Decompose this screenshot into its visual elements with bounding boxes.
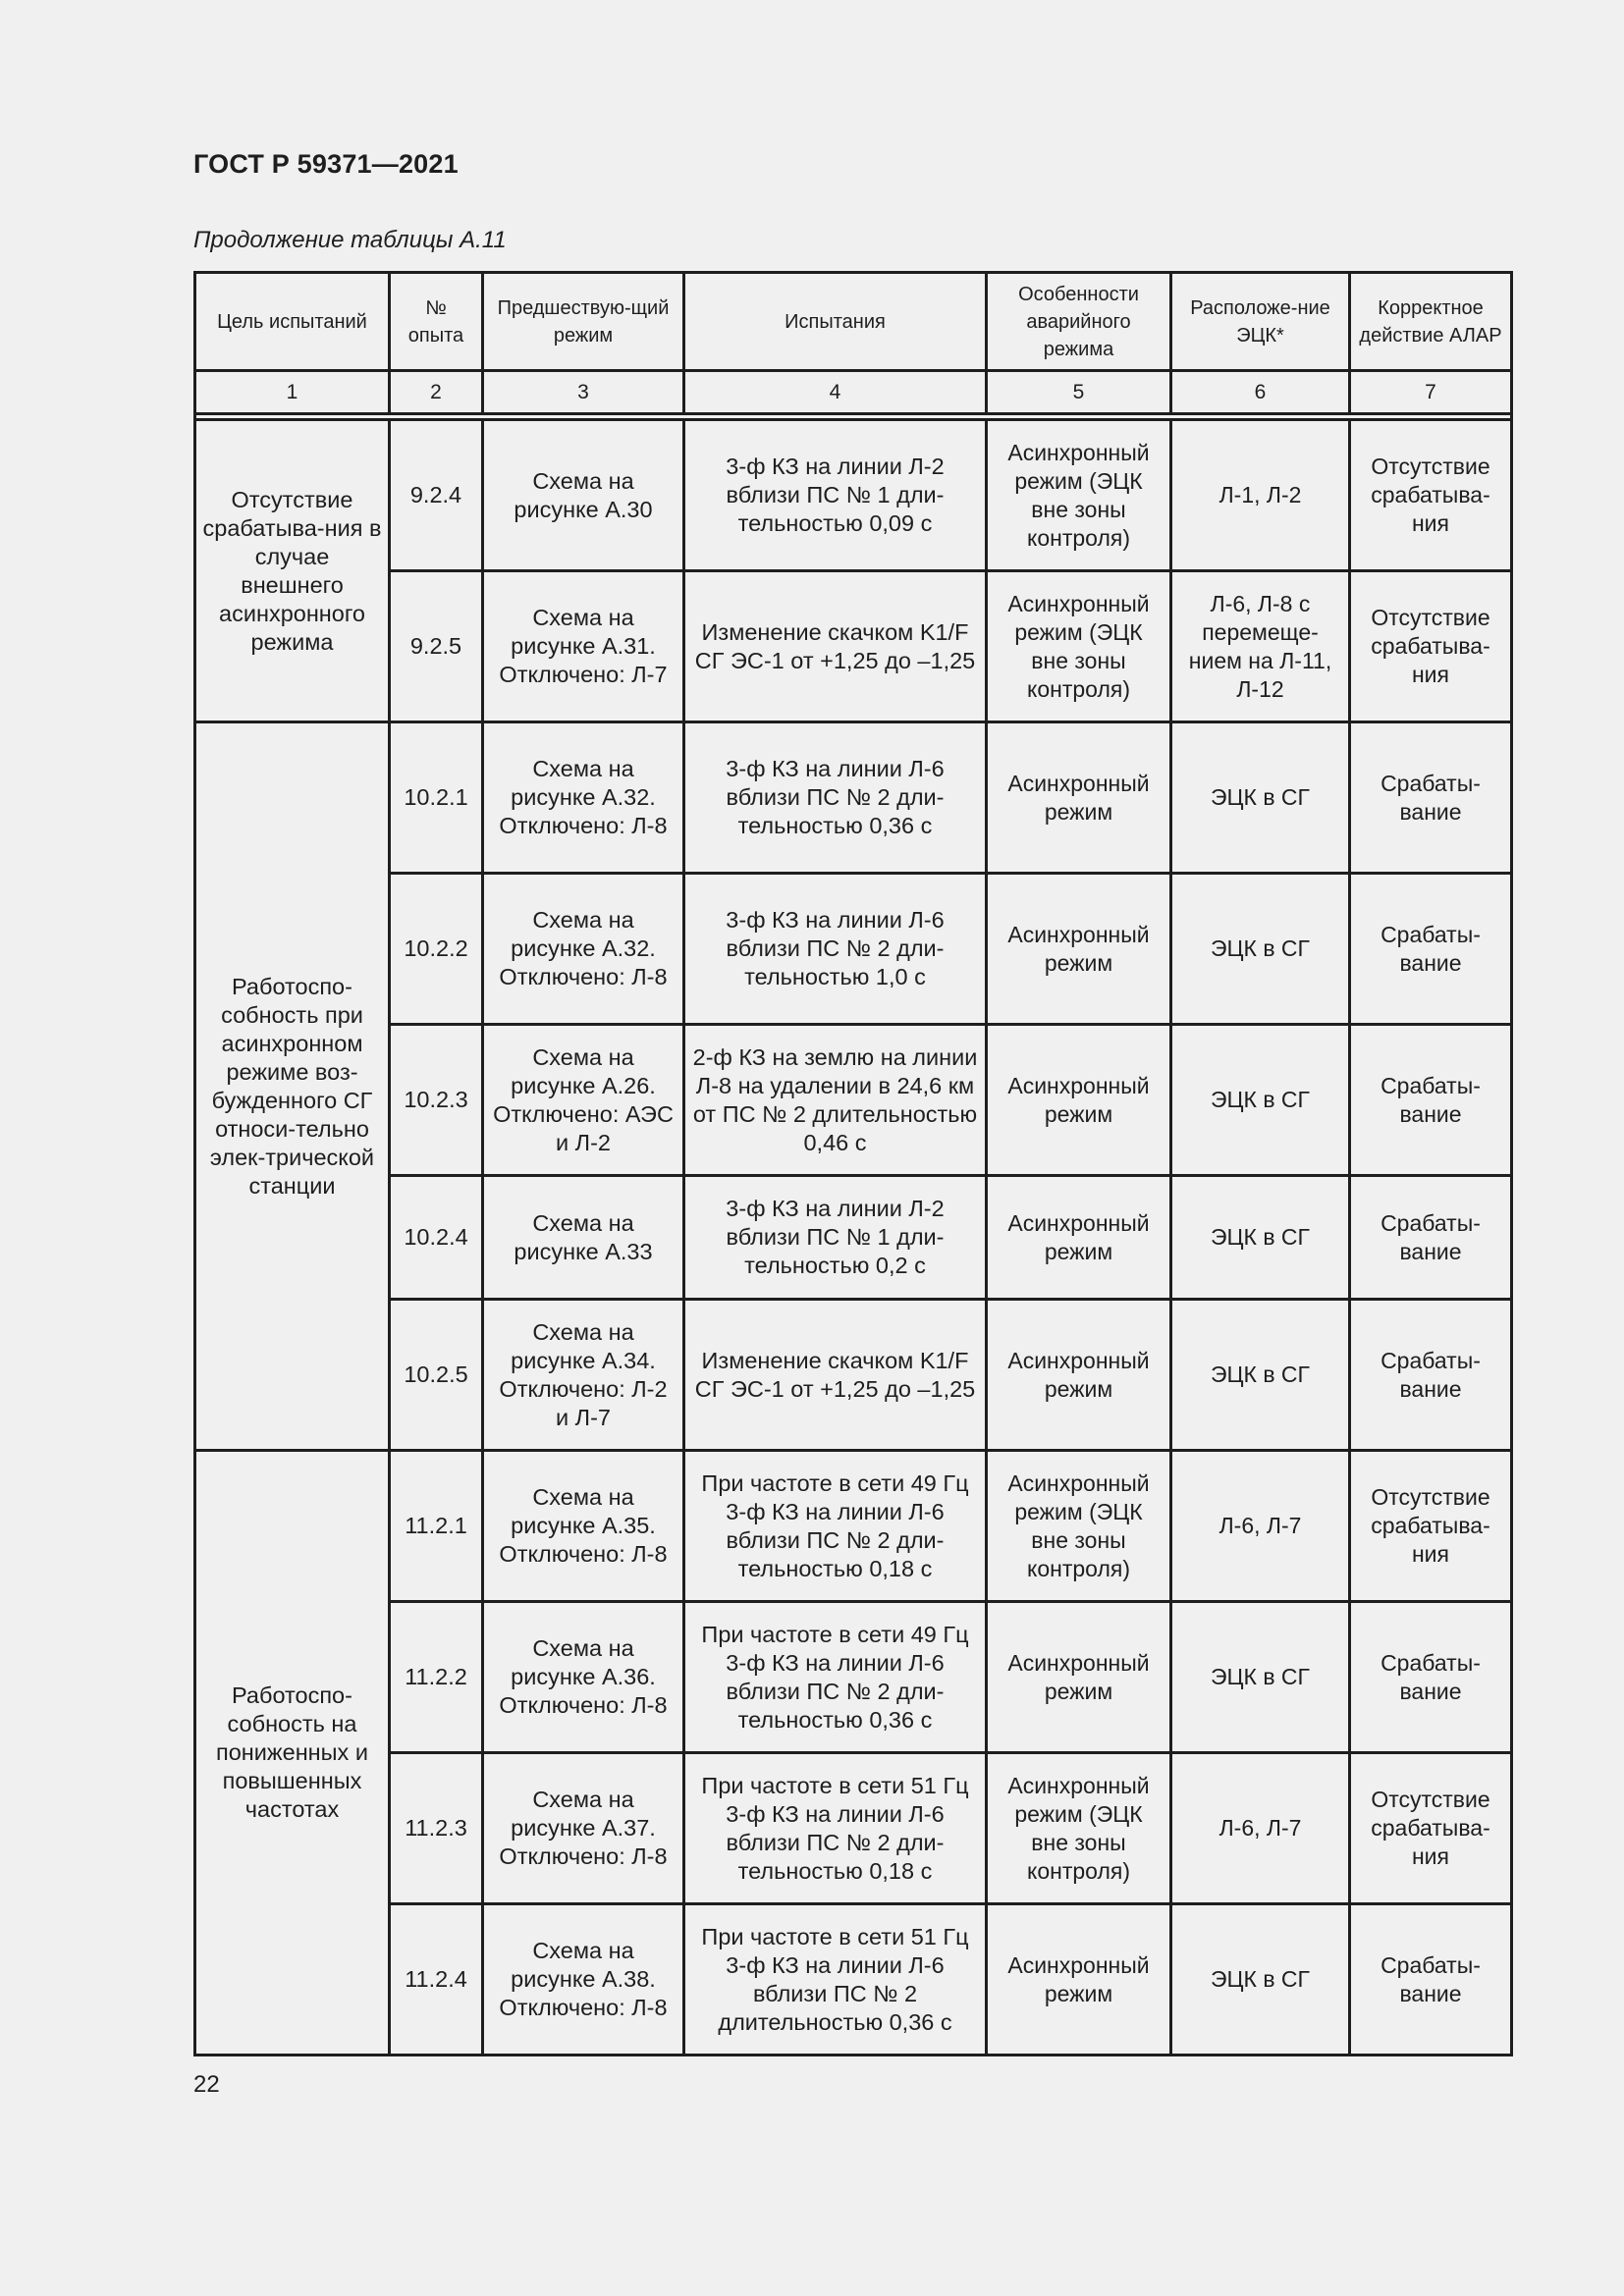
test-number: 9.2.4 [390, 420, 483, 571]
prior-mode: Схема на рисунке А.35. Отключено: Л-8 [483, 1451, 684, 1602]
ecc-location: ЭЦК в СГ [1171, 1025, 1350, 1176]
prior-mode: Схема на рисунке А.30 [483, 420, 684, 571]
ecc-location: ЭЦК в СГ [1171, 722, 1350, 874]
prior-mode: Схема на рисунке А.26. Отключено: АЭС и Л-2 [483, 1025, 684, 1176]
fault-features: Асинхронный режим (ЭЦК вне зоны контроля) [987, 1451, 1171, 1602]
fault-features: Асинхронный режим [987, 1602, 1171, 1753]
prior-mode: Схема на рисунке А.34. Отключено: Л-2 и Л-7 [483, 1300, 684, 1451]
table-row [195, 874, 1512, 1025]
ecc-location: Л-6, Л-7 [1171, 1753, 1350, 1904]
column-number: 2 [390, 371, 483, 414]
test-description: Изменение скачком K1/F СГ ЭС-1 от +1,25 до –1,25 [684, 571, 987, 722]
prior-mode: Схема на рисунке А.38. Отключено: Л-8 [483, 1904, 684, 2056]
ecc-location: Л-6, Л-8 с перемеще-нием на Л-11, Л-12 [1171, 571, 1350, 722]
column-number: 6 [1171, 371, 1350, 414]
table-row [195, 1602, 1512, 1753]
test-number: 10.2.1 [390, 722, 483, 874]
header-correct-action: Корректное действие АЛАР [1350, 273, 1512, 371]
ecc-location: Л-1, Л-2 [1171, 420, 1350, 571]
correct-action: Срабаты-вание [1350, 1300, 1512, 1451]
prior-mode: Схема на рисунке А.33 [483, 1176, 684, 1300]
prior-mode: Схема на рисунке А.32. Отключено: Л-8 [483, 874, 684, 1025]
prior-mode: Схема на рисунке А.36. Отключено: Л-8 [483, 1602, 684, 1753]
correct-action: Срабаты-вание [1350, 1602, 1512, 1753]
column-number: 7 [1350, 371, 1512, 414]
ecc-location: ЭЦК в СГ [1171, 1176, 1350, 1300]
correct-action: Срабаты-вание [1350, 722, 1512, 874]
table-row [195, 722, 1512, 874]
fault-features: Асинхронный режим [987, 874, 1171, 1025]
table-row [195, 420, 1512, 571]
table-row [195, 1753, 1512, 1904]
column-number: 4 [684, 371, 987, 414]
header-fault-features: Особенности аварийного режима [987, 273, 1171, 371]
test-description: При частоте в сети 51 Гц 3-ф КЗ на линии Л-6 вблизи ПС № 2 длительностью 0,36 с [684, 1904, 987, 2056]
tests-table [193, 271, 1513, 2056]
fault-features: Асинхронный режим [987, 1904, 1171, 2056]
column-number: 3 [483, 371, 684, 414]
fault-features: Асинхронный режим (ЭЦК вне зоны контроля) [987, 1753, 1171, 1904]
goal-cell: Отсутствие срабатыва-ния в случае внешнего асинхронного режима [195, 420, 390, 722]
header-ecc-location: Расположе-ние ЭЦК* [1171, 273, 1350, 371]
test-description: 3-ф КЗ на линии Л-6 вблизи ПС № 2 дли-тельностью 0,36 с [684, 722, 987, 874]
header-test-number: № опыта [390, 273, 483, 371]
test-number: 10.2.5 [390, 1300, 483, 1451]
header-row [195, 273, 1512, 371]
correct-action: Отсутствие срабатыва-ния [1350, 1753, 1512, 1904]
ecc-location: ЭЦК в СГ [1171, 874, 1350, 1025]
table-row [195, 1300, 1512, 1451]
document-code: ГОСТ Р 59371—2021 [193, 149, 459, 179]
table-row [195, 1904, 1512, 2056]
test-number: 10.2.4 [390, 1176, 483, 1300]
correct-action: Отсутствие срабатыва-ния [1350, 420, 1512, 571]
test-number: 9.2.5 [390, 571, 483, 722]
correct-action: Отсутствие срабатыва-ния [1350, 1451, 1512, 1602]
ecc-location: ЭЦК в СГ [1171, 1602, 1350, 1753]
ecc-location: ЭЦК в СГ [1171, 1300, 1350, 1451]
test-description: При частоте в сети 49 Гц 3-ф КЗ на линии Л-6 вблизи ПС № 2 дли-тельностью 0,36 с [684, 1602, 987, 1753]
prior-mode: Схема на рисунке А.31. Отключено: Л-7 [483, 571, 684, 722]
correct-action: Срабаты-вание [1350, 1904, 1512, 2056]
test-description: Изменение скачком K1/F СГ ЭС-1 от +1,25 до –1,25 [684, 1300, 987, 1451]
prior-mode: Схема на рисунке А.32. Отключено: Л-8 [483, 722, 684, 874]
test-description: При частоте в сети 49 Гц 3-ф КЗ на линии Л-6 вблизи ПС № 2 дли-тельностью 0,18 с [684, 1451, 987, 1602]
test-description: 3-ф КЗ на линии Л-2 вблизи ПС № 1 дли-тельностью 0,09 с [684, 420, 987, 571]
table-row [195, 571, 1512, 722]
fault-features: Асинхронный режим [987, 1176, 1171, 1300]
fault-features: Асинхронный режим (ЭЦК вне зоны контроля) [987, 571, 1171, 722]
table-caption: Продолжение таблицы А.11 [193, 227, 507, 253]
fault-features: Асинхронный режим [987, 1025, 1171, 1176]
column-number: 5 [987, 371, 1171, 414]
header-goal: Цель испытаний [195, 273, 390, 371]
test-number: 11.2.3 [390, 1753, 483, 1904]
test-description: 3-ф КЗ на линии Л-6 вблизи ПС № 2 дли-тельностью 1,0 с [684, 874, 987, 1025]
test-description: При частоте в сети 51 Гц 3-ф КЗ на линии Л-6 вблизи ПС № 2 дли-тельностью 0,18 с [684, 1753, 987, 1904]
fault-features: Асинхронный режим [987, 722, 1171, 874]
header-tests: Испытания [684, 273, 987, 371]
table-row [195, 1025, 1512, 1176]
test-number: 11.2.1 [390, 1451, 483, 1602]
fault-features: Асинхронный режим (ЭЦК вне зоны контроля) [987, 420, 1171, 571]
goal-cell: Работоспо-собность на пониженных и повышенных частотах [195, 1451, 390, 2056]
ecc-location: ЭЦК в СГ [1171, 1904, 1350, 2056]
test-description: 3-ф КЗ на линии Л-2 вблизи ПС № 1 дли-тельностью 0,2 с [684, 1176, 987, 1300]
goal-cell: Работоспо-собность при асинхронном режиме воз-бужденного СГ относи-тельно элек-трической станции [195, 722, 390, 1451]
test-number: 11.2.4 [390, 1904, 483, 2056]
correct-action: Срабаты-вание [1350, 1176, 1512, 1300]
column-number: 1 [195, 371, 390, 414]
test-number: 11.2.2 [390, 1602, 483, 1753]
header-prior-mode: Предшествую-щий режим [483, 273, 684, 371]
correct-action: Срабаты-вание [1350, 1025, 1512, 1176]
page-number: 22 [193, 2071, 220, 2098]
correct-action: Срабаты-вание [1350, 874, 1512, 1025]
column-number-row [195, 371, 1512, 414]
test-number: 10.2.2 [390, 874, 483, 1025]
table-row [195, 1176, 1512, 1300]
test-number: 10.2.3 [390, 1025, 483, 1176]
table-row [195, 1451, 1512, 1602]
fault-features: Асинхронный режим [987, 1300, 1171, 1451]
test-description: 2-ф КЗ на землю на линии Л-8 на удалении в 24,6 км от ПС № 2 длительностью 0,46 с [684, 1025, 987, 1176]
prior-mode: Схема на рисунке А.37. Отключено: Л-8 [483, 1753, 684, 1904]
correct-action: Отсутствие срабатыва-ния [1350, 571, 1512, 722]
ecc-location: Л-6, Л-7 [1171, 1451, 1350, 1602]
